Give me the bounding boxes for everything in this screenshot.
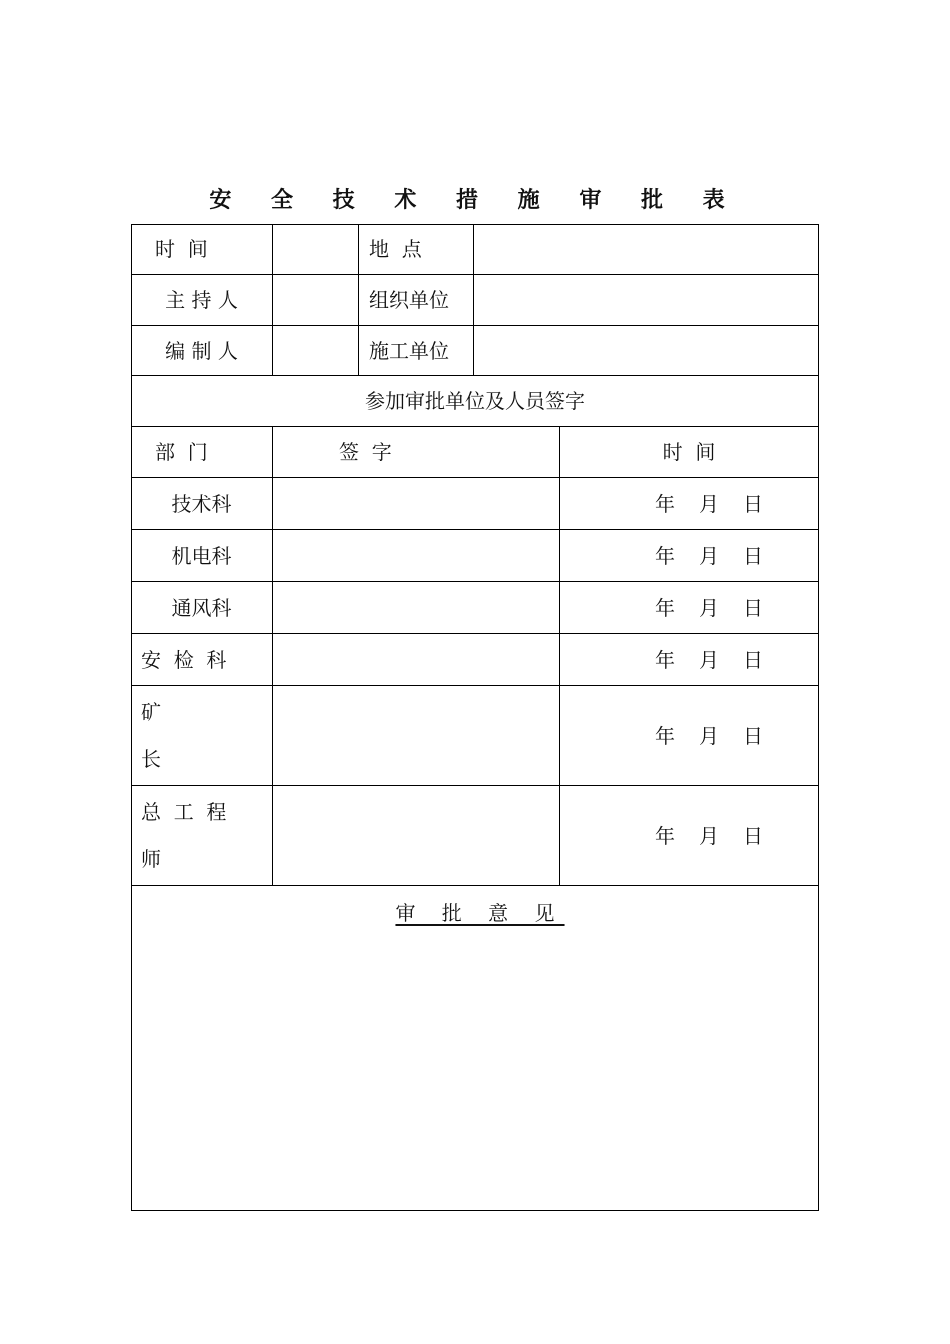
dept-cell [131,686,272,785]
sign-section-title-text: 参加审批单位及人员签字 [365,389,585,413]
signature-field[interactable] [273,686,559,785]
signature-field[interactable] [273,634,559,685]
dept-cell [131,530,272,581]
dept-name-line1: 矿 [141,700,161,724]
location-label-text: 地 点 [369,237,422,261]
date-field[interactable] [560,786,818,885]
org-unit-value[interactable] [474,275,818,325]
construction-unit-value[interactable] [474,326,818,375]
time-label-text: 时 间 [155,237,208,261]
date-field[interactable] [560,634,818,685]
year-label: 年 [655,823,675,848]
opinion-field[interactable] [132,934,818,1210]
year-label: 年 [655,723,675,748]
month-label: 月 [699,491,719,516]
dept-cell [131,582,272,633]
day-label: 日 [743,595,763,620]
day-label: 日 [743,647,763,672]
year-label: 年 [655,647,675,672]
dept-name: 通风科 [171,595,232,620]
month-label: 月 [699,543,719,568]
date-field[interactable] [560,530,818,581]
day-label: 日 [743,491,763,516]
month-label: 月 [699,595,719,620]
date-field[interactable] [560,686,818,785]
dept-cell [131,786,272,885]
dept-cell [131,634,272,685]
signature-field[interactable] [273,582,559,633]
page-title: 安 全 技 术 措 施 审 批 表 [209,187,741,213]
date-field[interactable] [560,478,818,529]
location-value[interactable] [474,224,818,274]
signature-field[interactable] [273,478,559,529]
dept-name-line2: 师 [141,847,161,871]
col-header-dept [131,427,272,477]
day-label: 日 [743,543,763,568]
day-label: 日 [743,823,763,848]
border-right [818,224,819,1211]
col-header-dept-text: 部 门 [155,440,208,464]
host-label [131,275,272,325]
dept-name-line1: 总 工 程 [141,800,227,824]
opinion-label: 审 批 意 见 [395,901,565,925]
signature-field[interactable] [273,786,559,885]
year-label: 年 [655,595,675,620]
author-label-text: 编 制 人 [165,338,238,363]
col-header-sign [273,427,559,477]
time-label [131,224,272,274]
dept-name: 机电科 [171,543,232,568]
location-label [359,224,473,274]
col-header-time [560,427,818,477]
signature-field[interactable] [273,530,559,581]
dept-cell [131,478,272,529]
org-unit-label-text: 组织单位 [369,288,449,312]
dept-name: 安 检 科 [141,647,227,672]
month-label: 月 [699,723,719,748]
dept-name-line2: 长 [141,747,161,771]
author-label [131,326,272,375]
month-label: 月 [699,823,719,848]
sign-section-title [131,376,819,426]
time-value[interactable] [273,224,358,274]
construction-unit-label-text: 施工单位 [369,338,449,363]
author-value[interactable] [273,326,358,375]
col-header-sign-text: 签 字 [339,440,392,464]
date-field[interactable] [560,582,818,633]
org-unit-label [359,275,473,325]
approval-form [131,224,819,1211]
row-divider [131,885,819,886]
opinion-heading [131,900,819,926]
year-label: 年 [655,491,675,516]
border-bottom [131,1210,819,1211]
month-label: 月 [699,647,719,672]
dept-name: 技术科 [171,491,232,516]
day-label: 日 [743,723,763,748]
host-label-text: 主 持 人 [165,288,238,312]
col-header-time-text: 时 间 [662,440,716,464]
host-value[interactable] [273,275,358,325]
year-label: 年 [655,543,675,568]
construction-unit-label [359,326,473,375]
